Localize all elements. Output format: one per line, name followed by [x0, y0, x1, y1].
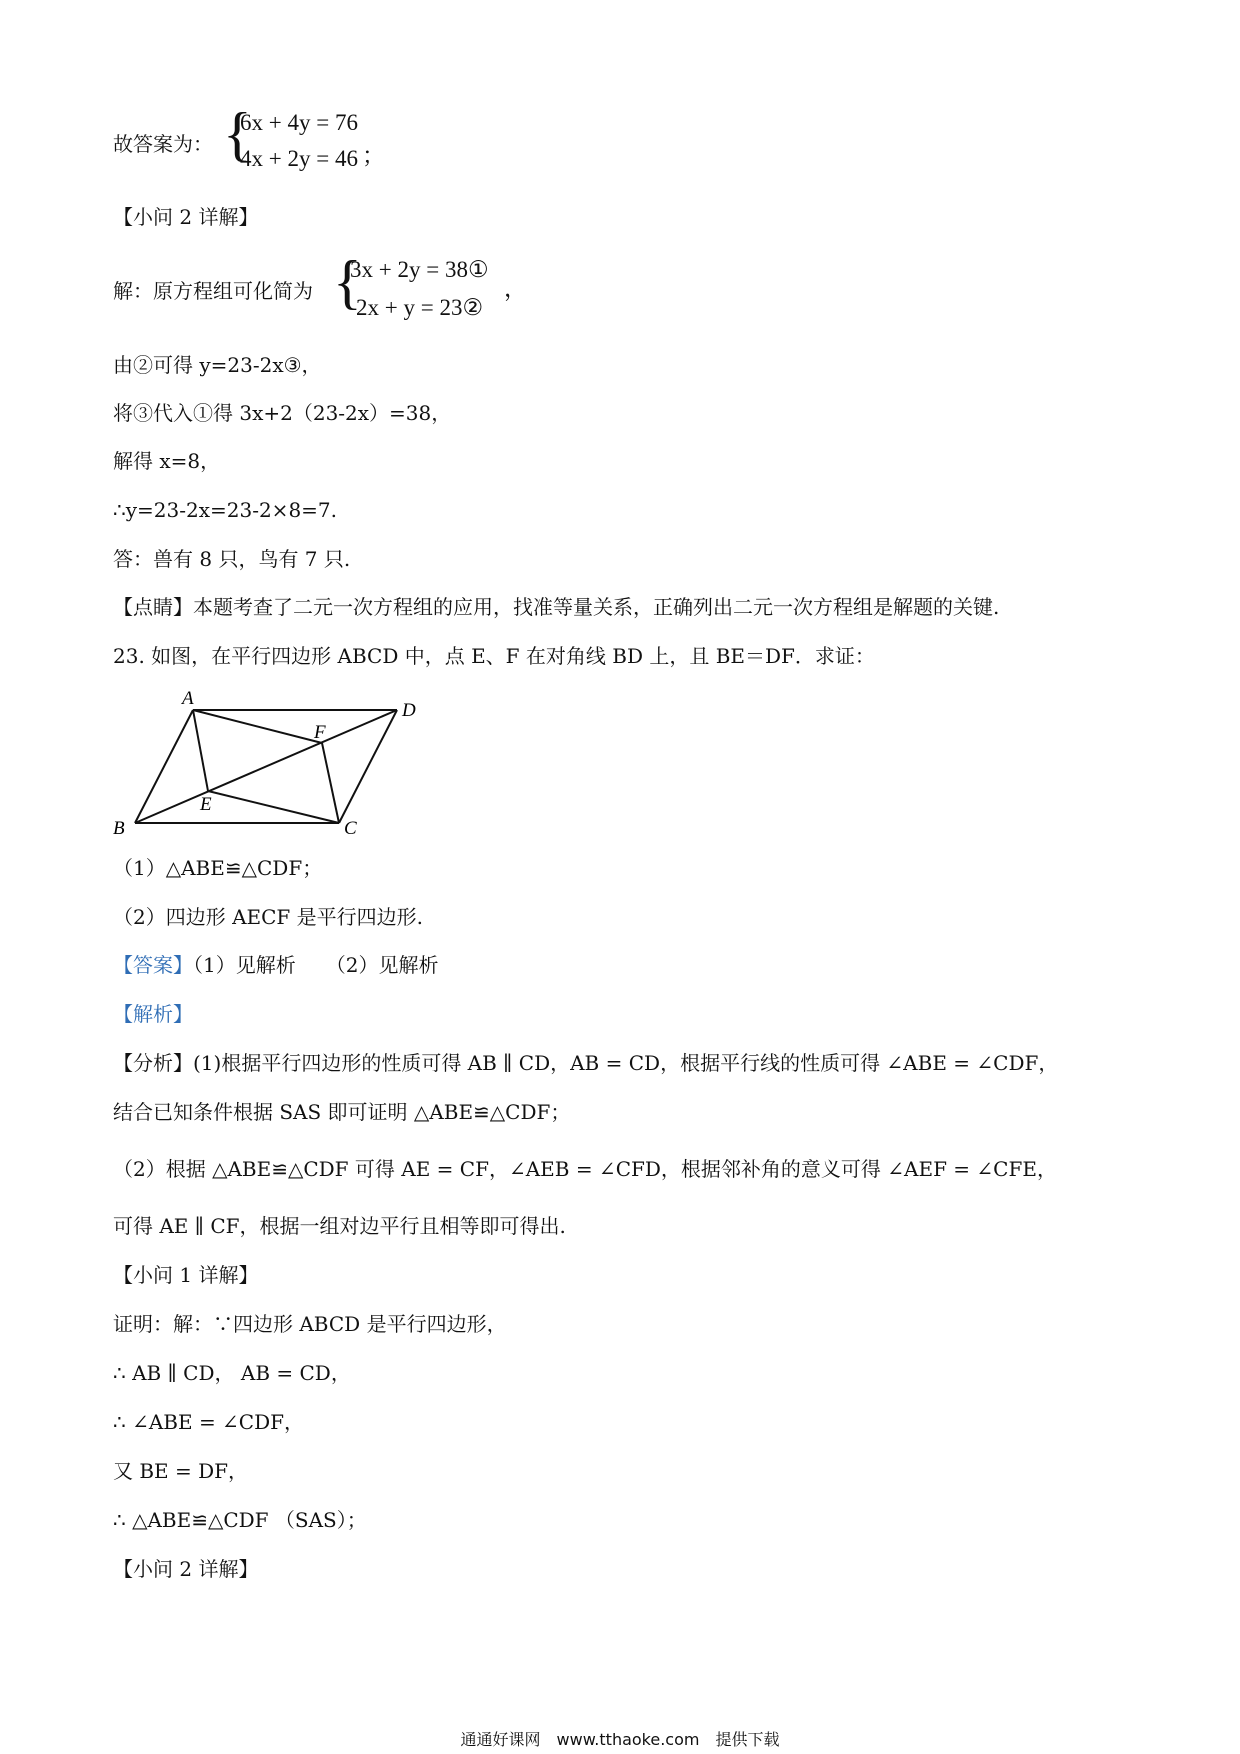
- answer-system-prefix: 故答案为：: [113, 132, 213, 156]
- label-d: D: [402, 700, 416, 721]
- equation-1a: 6x + 4y = 76: [240, 110, 358, 135]
- answer-tag: 【答案】: [113, 953, 193, 977]
- equation-2a: 3x + 2y = 38①: [350, 257, 489, 282]
- simplified-system-prefix: 解：原方程组可化简为: [113, 279, 313, 303]
- equation-1b: 4x + 2y = 46: [240, 146, 358, 171]
- edge-ab: [135, 710, 193, 823]
- parallelogram-figure: [110, 688, 430, 838]
- analysis-2a: （2）根据 △ABE≌△CDF 可得 AE = CF，∠AEB = ∠CFD，根据邻补角的意义可得 ∠AEF = ∠CFE，: [113, 1157, 1057, 1181]
- proof-line-2: ∴ AB ∥ CD， AB = CD，: [113, 1361, 351, 1385]
- equation-2-suffix: ，: [504, 276, 527, 301]
- label-e: E: [200, 794, 212, 815]
- equation-1-suffix: ；: [362, 143, 385, 168]
- proof-line-4: 又 BE = DF，: [113, 1459, 249, 1483]
- label-f: F: [314, 722, 326, 743]
- brace-1: {: [223, 101, 252, 167]
- label-a: A: [182, 688, 194, 709]
- sub-question-1: （1）△ABE≌△CDF；: [113, 856, 323, 880]
- analysis-tag: 【解析】: [113, 1002, 193, 1026]
- section-heading-q1: 【小问 1 详解】: [113, 1263, 259, 1287]
- comment-note: 【点睛】本题考查了二元一次方程组的应用，找准等量关系，正确列出二元一次方程组是解题的关键.: [113, 595, 1000, 619]
- proof-line-5: ∴ △ABE≌△CDF （SAS）；: [113, 1508, 367, 1532]
- equation-2b: 2x + y = 23②: [356, 295, 484, 320]
- label-b: B: [113, 818, 125, 838]
- label-c: C: [344, 818, 357, 838]
- proof-line-3: ∴ ∠ABE = ∠CDF，: [113, 1410, 305, 1434]
- section-heading-q2: 【小问 2 详解】: [113, 205, 259, 229]
- section-heading-q2-second: 【小问 2 详解】: [113, 1557, 259, 1581]
- analysis-1b: 结合已知条件根据 SAS 即可证明 △ABE≌△CDF；: [113, 1100, 571, 1124]
- step-5-answer: 答：兽有 8 只，鸟有 7 只.: [113, 547, 351, 571]
- edge-dc: [339, 710, 397, 823]
- answer-text: （1）见解析 （2）见解析: [193, 953, 439, 977]
- answer-line: [113, 952, 438, 978]
- segment-ec: [208, 791, 339, 823]
- proof-line-1: 证明：解：∵四边形 ABCD 是平行四边形，: [113, 1312, 507, 1336]
- step-1: 由②可得 y=23-2x③，: [113, 353, 322, 377]
- sub-question-2: （2）四边形 AECF 是平行四边形.: [113, 905, 424, 929]
- segment-fc: [322, 743, 339, 823]
- segment-af: [193, 710, 322, 743]
- analysis-2b: 可得 AE ∥ CF，根据一组对边平行且相等即可得出.: [113, 1214, 566, 1238]
- analysis-1a: 【分析】(1)根据平行四边形的性质可得 AB ∥ CD，AB = CD，根据平行线的性质可得 ∠ABE = ∠CDF，: [113, 1051, 1059, 1075]
- question-23: 23. 如图，在平行四边形 ABCD 中，点 E、F 在对角线 BD 上，且 BE＝DF．求证：: [113, 644, 875, 668]
- step-3: 解得 x=8，: [113, 449, 221, 473]
- step-4: ∴y=23-2x=23-2×8=7.: [113, 498, 338, 522]
- page-footer: 通通好课网 www.tthaoke.com 提供下载: [460, 1730, 780, 1749]
- brace-2: {: [333, 249, 362, 315]
- step-2: 将③代入①得 3x+2（23-2x）=38，: [113, 401, 452, 425]
- segment-ae: [193, 710, 208, 791]
